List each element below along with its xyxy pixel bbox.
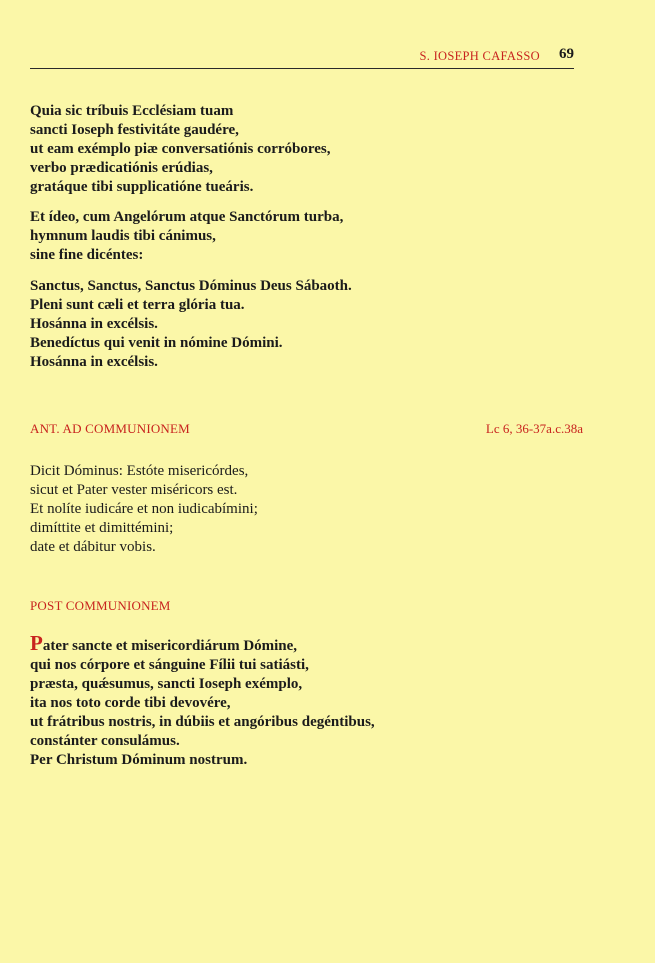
text-line: Per Christum Dóminum nostrum. bbox=[30, 752, 248, 768]
text-line: Hosánna in excélsis. bbox=[30, 316, 158, 332]
page-number: 69 bbox=[559, 46, 574, 62]
drop-initial: P bbox=[30, 631, 43, 655]
communion-antiphon-heading: ANT. AD COMMUNIONEM bbox=[30, 421, 190, 436]
text-line: Et ídeo, cum Angelórum atque Sanctórum turba, bbox=[30, 209, 344, 225]
text-line bbox=[30, 631, 375, 656]
text-line: Pleni sunt cæli et terra glória tua. bbox=[30, 297, 245, 313]
communion-antiphon-text bbox=[30, 462, 258, 557]
text-line: qui nos córpore et sánguine Fílii tui satiásti, bbox=[30, 657, 309, 673]
text-line: Benedíctus qui venit in nómine Dómini. bbox=[30, 335, 283, 351]
text-line: sine fine dicéntes: bbox=[30, 247, 144, 263]
post-communion-heading: POST COMMUNIONEM bbox=[30, 598, 171, 613]
sanctus-paragraph bbox=[30, 277, 352, 372]
text-line: Quia sic tríbuis Ecclésiam tuam bbox=[30, 103, 234, 119]
text-line: ut eam exémplo piæ conversatiónis corróbores, bbox=[30, 141, 331, 157]
text-line: Hosánna in excélsis. bbox=[30, 354, 158, 370]
running-header bbox=[30, 48, 574, 69]
text-line: Dicit Dóminus: Estóte misericórdes, bbox=[30, 463, 249, 479]
preface-paragraph-2 bbox=[30, 208, 343, 265]
text-line: hymnum laudis tibi cánimus, bbox=[30, 228, 216, 244]
text-line: præsta, quǽsumus, sancti Ioseph exémplo, bbox=[30, 676, 303, 692]
text-line: Et nolíte iudicáre et non iudicabímini; bbox=[30, 501, 258, 517]
text-line: ita nos toto corde tibi devovére, bbox=[30, 695, 231, 711]
text-line: dimíttite et dimittémini; bbox=[30, 520, 174, 536]
preface-paragraph-1 bbox=[30, 102, 331, 197]
text-line: date et dábitur vobis. bbox=[30, 539, 156, 555]
text-line: Sanctus, Sanctus, Sanctus Dóminus Deus Sábaoth. bbox=[30, 278, 352, 294]
post-communion-prayer bbox=[30, 631, 375, 770]
text-line: ut frátribus nostris, in dúbiis et angóribus degéntibus, bbox=[30, 714, 375, 730]
first-line-text: ater sancte et misericordiárum Dómine, bbox=[42, 638, 298, 654]
text-line: verbo prædicatiónis erúdias, bbox=[30, 160, 213, 176]
text-line: sicut et Pater vester miséricors est. bbox=[30, 482, 238, 498]
text-line: gratáque tibi supplicatióne tueáris. bbox=[30, 179, 254, 195]
scripture-reference: Lc 6, 36-37a.c.38a bbox=[485, 421, 583, 436]
header-title: S. IOSEPH CAFASSO bbox=[419, 49, 540, 63]
text-line: constánter consulámus. bbox=[30, 733, 180, 749]
text-line: sancti Ioseph festivitáte gaudére, bbox=[30, 122, 239, 138]
